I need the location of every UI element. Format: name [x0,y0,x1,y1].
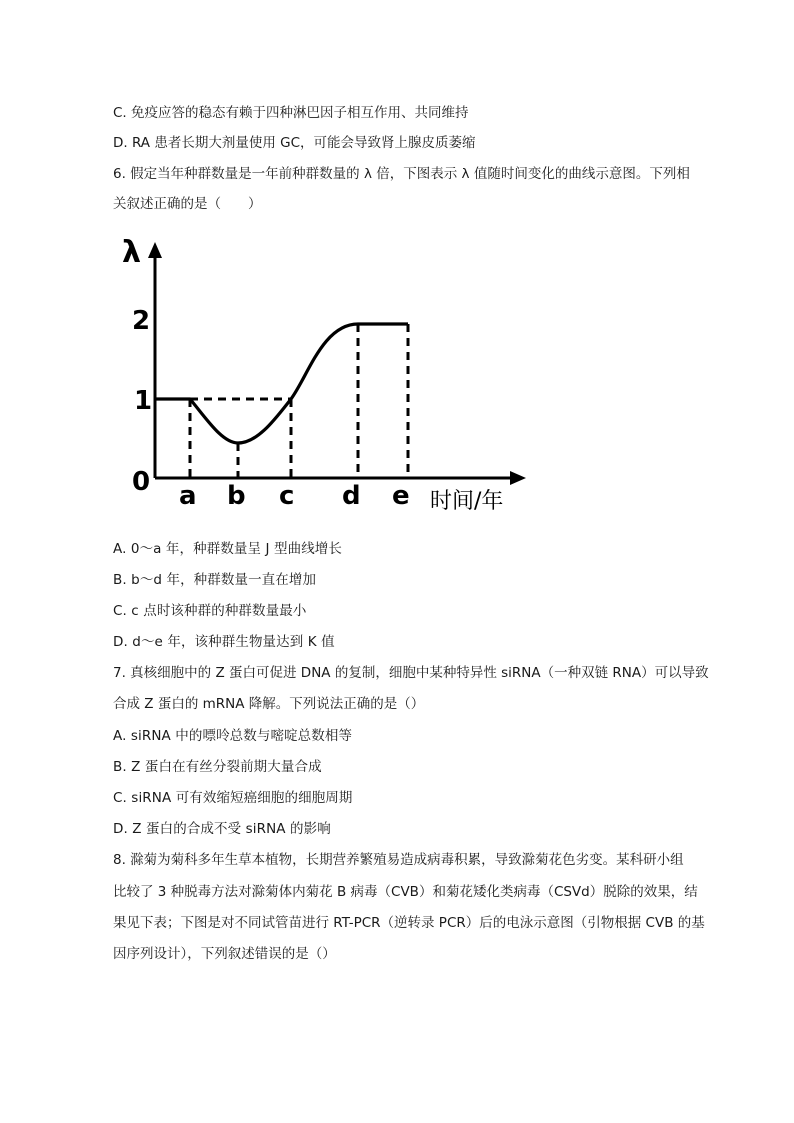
x-axis-arrow [510,471,526,485]
q7-stem-line2: 合成 Z 蛋白的 mRNA 降解。下列说法正确的是（） [113,696,425,712]
x-tick-label: b [227,481,246,511]
q5-option-d: D. RA 患者长期大剂量使用 GC，可能会导致肾上腺皮质萎缩 [113,135,476,151]
q8-stem-line1: 8. 滁菊为菊科多年生草本植物，长期营养繁殖易造成病毒积累，导致滁菊花色劣变。某科研小组 [113,852,684,868]
q6-option-d: D. d～e 年，该种群生物量达到 K 值 [113,634,335,650]
y-tick-label: 1 [134,386,153,416]
x-axis-label: 时间/年 [430,489,504,514]
q6-option-c: C. c 点时该种群的种群数量最小 [113,603,307,619]
q6-stem-line2: 关叙述正确的是（ ） [113,196,262,212]
q7-option-d: D. Z 蛋白的合成不受 siRNA 的影响 [113,821,331,837]
q8-stem-line2: 比较了 3 种脱毒方法对滁菊体内菊花 B 病毒（CVB）和菊花矮化类病毒（CSVd）脱除的效果，结 [113,884,698,900]
x-tick-label: e [392,481,410,511]
q7-option-c: C. siRNA 可有效缩短癌细胞的细胞周期 [113,790,353,806]
q7-option-b: B. Z 蛋白在有丝分裂前期大量合成 [113,759,322,775]
y-axis-arrow [148,242,162,258]
y-tick-label: 2 [132,306,151,336]
q7-option-a: A. siRNA 中的嘌呤总数与嘧啶总数相等 [113,728,353,744]
y-tick-label: 0 [132,467,151,497]
y-axis-label: λ [122,235,141,270]
q8-stem-line3: 果见下表；下图是对不同试管苗进行 RT-PCR（逆转录 PCR）后的电泳示意图（引物根据 CVB 的基 [113,915,705,931]
lambda-curve [155,324,408,443]
q8-stem-line4: 因序列设计），下列叙述错误的是（） [113,946,336,962]
q6-option-a: A. 0～a 年，种群数量呈 J 型曲线增长 [113,541,342,557]
x-tick-label: a [179,481,197,511]
q5-option-c: C. 免疫应答的稳态有赖于四种淋巴因子相互作用、共同维持 [113,105,469,121]
x-tick-label: d [342,481,361,511]
x-tick-label: c [279,481,295,511]
q6-stem-line1: 6. 假定当年种群数量是一年前种群数量的 λ 倍，下图表示 λ 值随时间变化的曲线示意图。下列相 [113,166,690,182]
lambda-time-chart [118,228,538,528]
q6-option-b: B. b～d 年，种群数量一直在增加 [113,572,317,588]
q7-stem-line1: 7. 真核细胞中的 Z 蛋白可促进 DNA 的复制，细胞中某种特异性 siRNA（一种双链 RNA）可以导致 [113,665,709,681]
